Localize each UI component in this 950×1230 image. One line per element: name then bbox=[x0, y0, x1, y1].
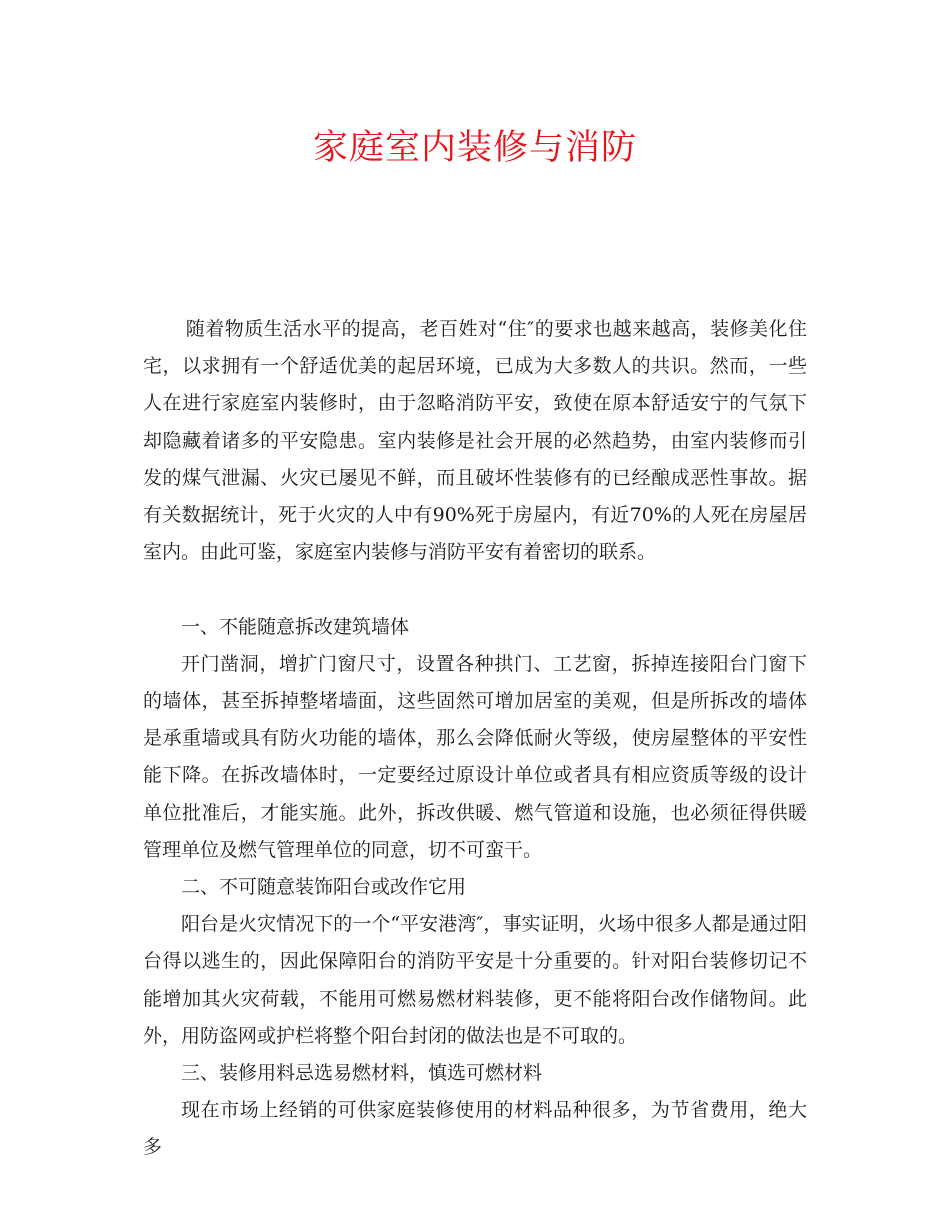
intro-paragraph: 随着物质生活水平的提高，老百姓对“住″的要求也越来越高，装修美化住宅，以求拥有一个舒适优美的起居环境，已成为大多数人的共识。然而，一些人在进行家庭室内装修时，由于忽略消防平安，致使在原本舒适安宁的气氛下却隐藏着诸多的平安隐患。室内装修是社会开展的必然趋势，由室内装修而引发的煤气泄漏、火灾已屡见不鲜，而且破坏性装修有的已经酿成恶性事故。据有关数据统计，死于火灾的人中有90%死于房屋内，有近70%的人死在房屋居室内。由此可鉴，家庭室内装修与消防平安有着密切的联系。 bbox=[143, 318, 807, 564]
section-heading-2: 二、不可随意装饰阳台或改作它用 bbox=[181, 876, 467, 899]
section-heading-3: 三、装修用料忌选易燃材料，慎选可燃材料 bbox=[181, 1062, 543, 1085]
paragraph-spacer bbox=[143, 571, 807, 608]
section-body-3: 现在市场上经销的可供家庭装修使用的材料品种很多，为节省费用，绝大多 bbox=[143, 1099, 807, 1159]
section-heading-1: 一、不能随意拆改建筑墙体 bbox=[181, 615, 410, 638]
section-body-1: 开门凿洞，增扩门窗尺寸，设置各种拱门、工艺窗，拆掉连接阳台门窗下的墙体，甚至拆掉整堵墙面，这些固然可增加居室的美观，但是所拆改的墙体是承重墙或具有防火功能的墙体，那么会降低耐火等级，使房屋整体的平安性能下降。在拆改墙体时，一定要经过原设计单位或者具有相应资质等级的设计单位批准后，才能实施。此外，拆改供暖、燃气管道和设施，也必须征得供暖管理单位及燃气管理单位的同意，切不可蛮干。 bbox=[143, 652, 807, 861]
document-body bbox=[143, 311, 807, 1167]
document-title: 家庭室内装修与消防 bbox=[312, 128, 637, 168]
section-body-2: 阳台是火灾情况下的一个“平安港湾″，事实证明，火场中很多人都是通过阳台得以逃生的，因此保障阳台的消防平安是十分重要的。针对阳台装修切记不能增加其火灾荷载，不能用可燃易燃材料装修，更不能将阳台改作储物间。此外，用防盗网或护栏将整个阳台封闭的做法也是不可取的。 bbox=[143, 913, 807, 1047]
